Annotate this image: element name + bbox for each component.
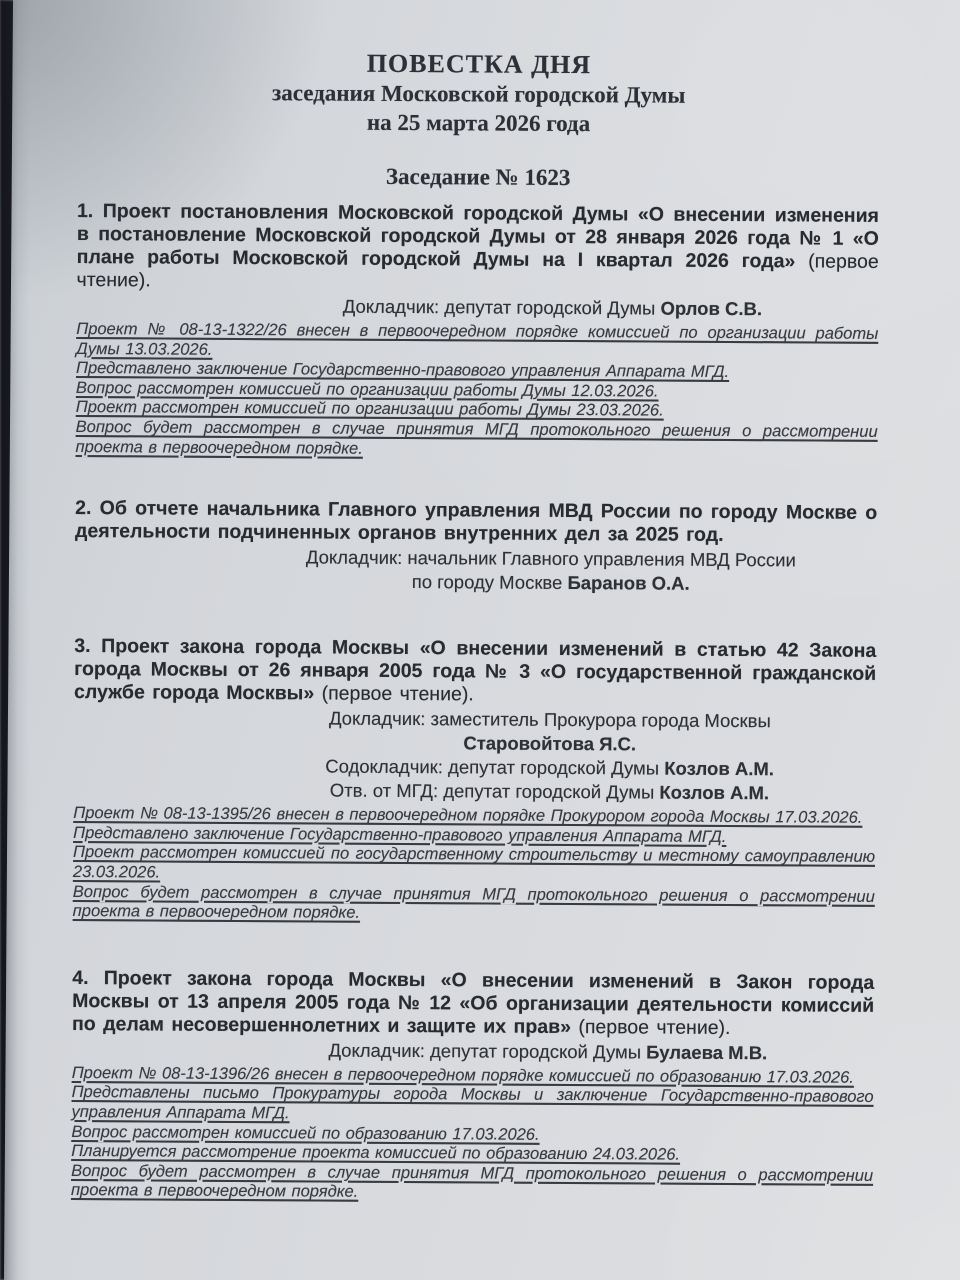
speaker-line [225,545,877,573]
speaker-name: Орлов С.В. [660,297,763,320]
item-heading [74,635,876,709]
speaker-line [223,778,875,806]
speaker-line [225,569,877,597]
agenda-items [71,200,879,1206]
agenda-page [71,46,880,1206]
speaker-role: по городу Москве [411,571,568,594]
agenda-item [73,635,877,926]
procedural-note: Проект рассмотрен комиссией по организации работы Думы 23.03.2026. [75,398,664,420]
item-heading [76,200,879,297]
item-speakers [225,545,877,597]
procedural-note: Проект № 08-13-1396/26 внесен в первоочередном порядке комиссией по образованию 17.03.2026. [71,1063,854,1087]
procedural-note: Вопрос рассмотрен комиссией по образованию 17.03.2026. [71,1122,540,1144]
item-heading-reading-note: (первое чтение). [314,682,474,706]
speaker-name: Старовойтова Я.С. [463,732,637,755]
item-notes [75,320,878,462]
item-heading [75,497,877,548]
speaker-role: Содокладчик: депутат городской Думы [325,755,665,779]
item-notes [73,804,876,926]
agenda-item [75,497,878,597]
procedural-note: Представлено заключение Государственно-правового управления Аппарата МГД. [73,823,727,846]
speaker-line [226,294,878,322]
item-heading-reading-note: (первое чтение). [76,250,879,292]
item-heading-text: 4. Проект закона города Москвы «О внесении изменений в Закон города Москвы от 13 апреля 2005 года № 12 «Об организации деятельности комиссий по делам несовершеннолетних и защите их прав» [71,966,875,1038]
item-heading-text: 1. Проект постановления Московской городской Думы «О внесении изменения в постановление Московской городской Думы от 28 января 2026 года № 1 «О плане работы Московской городской Думы на I квартал 2026 года» [76,199,880,273]
document-subtitle-body: заседания Московской городской Думы [272,80,686,108]
speaker-role: Докладчик: депутат городской Думы [328,1039,647,1063]
item-notes [71,1064,874,1206]
procedural-note: Представлено заключение Государственно-правового управления Аппарата МГД. [75,359,730,382]
procedural-note: Планируется рассмотрение проекта комиссией по образованию 24.03.2026. [71,1142,681,1164]
speaker-role: Докладчик: начальник Главного управления МВД России [305,546,796,571]
speaker-name: Козлов А.М. [664,757,775,780]
item-heading-text: 3. Проект закона города Москвы «О внесении изменений в статью 42 Закона города Москвы от 26 января 2005 года № 3 «О государственной гражданской службе города Москвы» [73,635,877,705]
agenda-item [71,967,874,1206]
procedural-note: Вопрос рассмотрен комиссией по организации работы Думы 12.03.2026. [75,378,659,401]
document-header [77,46,880,194]
procedural-note: Представлены письмо Прокуратуры города Москвы и заключение Государственно-правового управления Аппарата МГД. [71,1083,874,1123]
item-speakers [226,294,878,322]
item-speakers [223,706,876,806]
item-speakers [222,1038,874,1066]
item-heading [72,967,874,1041]
procedural-note: Вопрос будет рассмотрен в случае принятия МГД протокольного решения о рассмотрении проекта в первоочередном порядке. [70,1161,874,1202]
document-title: ПОВЕСТКА ДНЯ [366,48,592,80]
procedural-note: Вопрос будет рассмотрен в случае принятия МГД протокольного решения о рассмотрении проекта в первоочередном порядке. [75,417,878,458]
speaker-name: Булаева М.В. [646,1041,768,1063]
speaker-role: Докладчик: заместитель Прокурора города Москвы [328,707,771,732]
session-number: Заседание № 1623 [385,163,571,191]
agenda-item [75,200,879,462]
procedural-note: Проект № 08-13-1322/26 внесен в первоочередном порядке комиссией по организации работы Думы 13.03.2026. [76,319,879,359]
item-heading-reading-note: (первое чтение). [570,1015,731,1039]
photo-left-edge-soft-shadow [0,0,30,1280]
item-heading-text: 2. Об отчете начальника Главного управления МВД России по городу Москве о деятельности подчиненных органов внутренних дел за 2025 год. [74,497,878,547]
speaker-line [222,1038,874,1066]
procedural-note: Вопрос будет рассмотрен в случае принятия МГД протокольного решения о рассмотрении проекта в первоочередном порядке. [72,882,875,922]
speaker-name: Козлов А.М. [659,781,770,804]
speaker-name: Баранов О.А. [567,572,690,594]
procedural-note: Проект рассмотрен комиссией по государственному строительству и местному самоуправлению 23.03.2026. [72,843,876,882]
speaker-role: Докладчик: депутат городской Думы [342,295,661,319]
procedural-note: Проект № 08-13-1395/26 внесен в первоочередном порядке Прокурором города Москвы 17.03.2026. [73,804,863,827]
speaker-role: Отв. от МГД: депутат городской Думы [329,779,660,803]
document-subtitle-date: на 25 марта 2026 года [366,109,591,137]
